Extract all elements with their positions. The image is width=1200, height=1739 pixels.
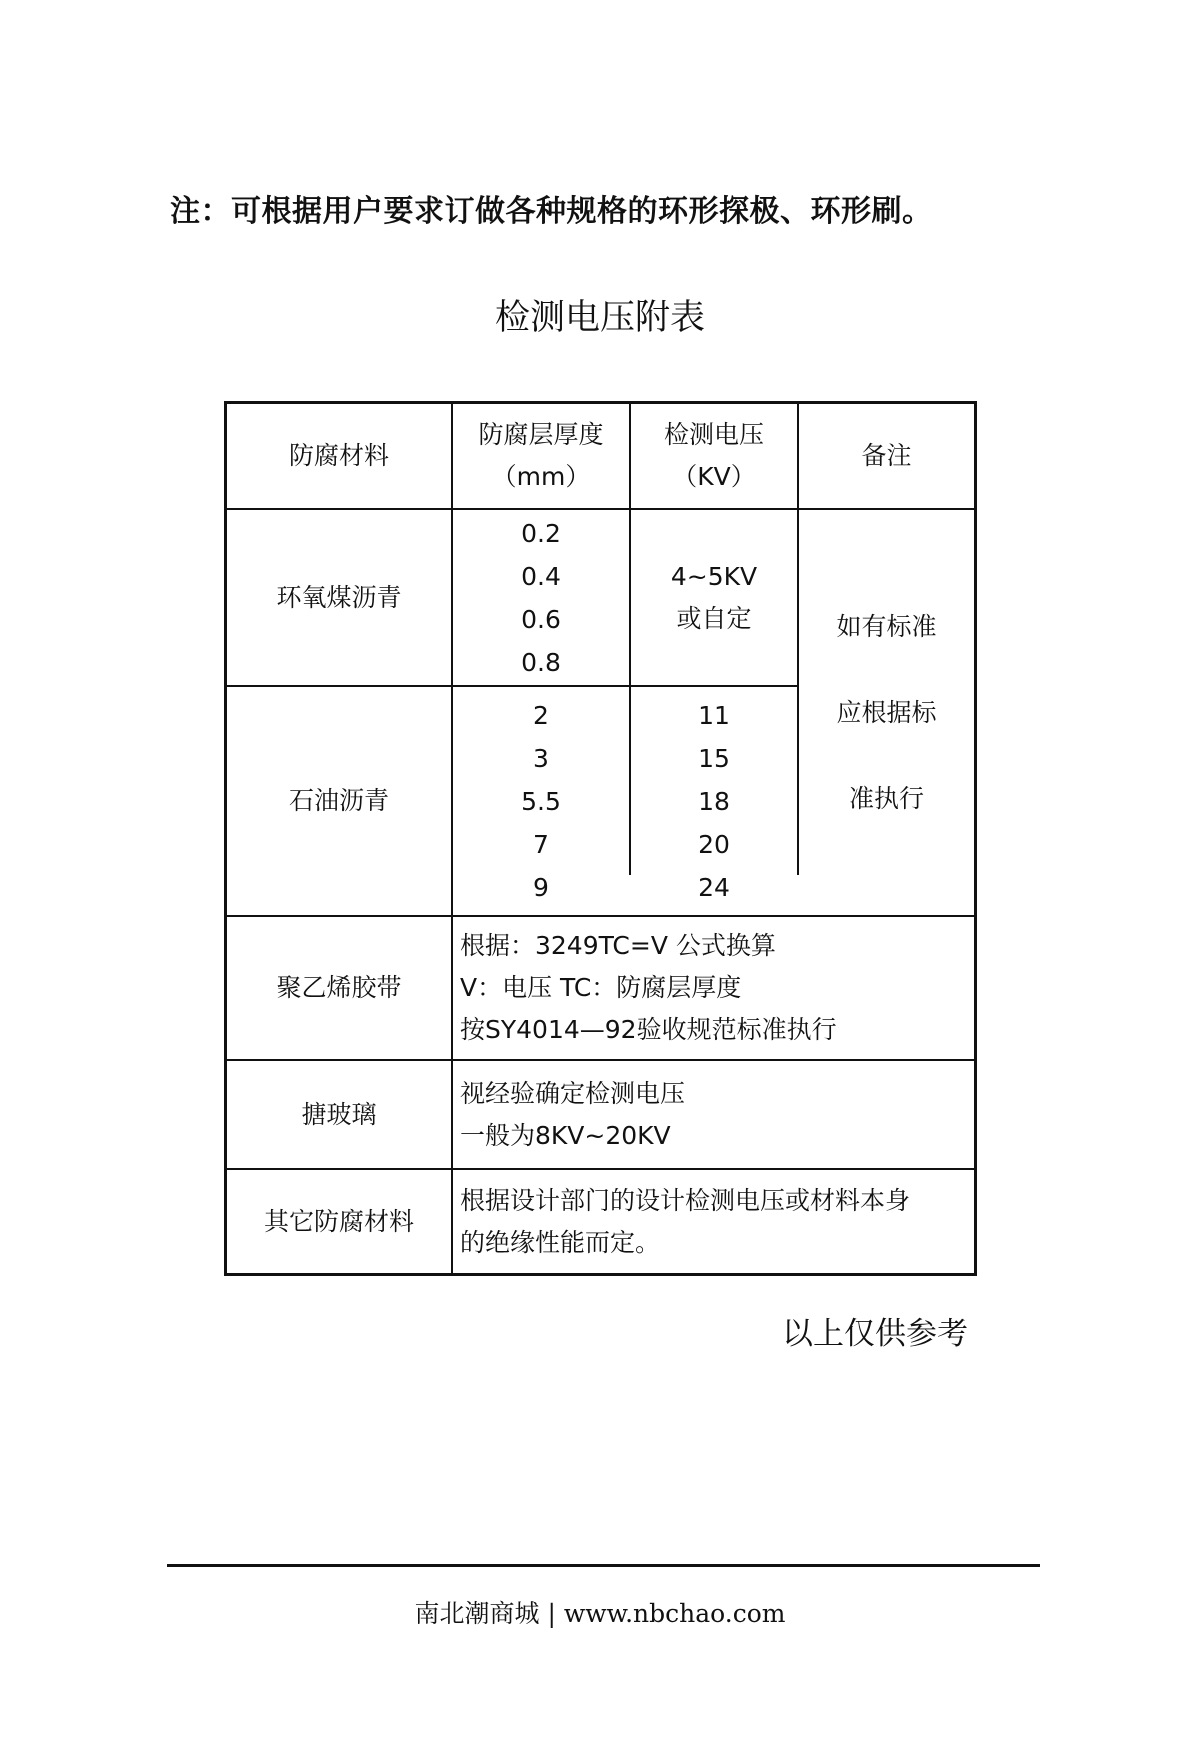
row-detail: 视经验确定检测电压 一般为8KV~20KV [460, 1078, 686, 1150]
row-voltage-values: 4~5KV 或自定 [670, 561, 758, 633]
header-material: 防腐材料 [288, 441, 389, 470]
row-thickness-values: 2 3 5.5 7 9 [521, 700, 561, 902]
footer-text: 南北潮商城 | www.nbchao.com [414, 1599, 786, 1628]
header-voltage: 检测电压 （KV） [663, 420, 764, 491]
footer-divider [167, 1564, 1040, 1567]
row-material: 聚乙烯胶带 [276, 973, 402, 1002]
row-voltage-values: 11 15 18 20 24 [698, 700, 730, 902]
row-material: 环氧煤沥青 [276, 582, 402, 612]
reference-note: 以上仅供参考 [782, 1316, 968, 1352]
row-material: 其它防腐材料 [263, 1206, 414, 1236]
row-material: 石油沥青 [288, 786, 389, 815]
header-remark: 备注 [861, 441, 912, 470]
header-thickness: 防腐层厚度 （mm） [478, 420, 604, 491]
table-title: 检测电压附表 [494, 298, 705, 338]
row-material: 搪玻璃 [301, 1099, 377, 1129]
note-text: 注：可根据用户要求订做各种规格的环形探极、环形刷。 [170, 194, 933, 229]
row-detail: 根据设计部门的设计检测电压或材料本身 的绝缘性能而定。 [460, 1185, 911, 1257]
voltage-table [224, 401, 977, 1276]
row-thickness-values: 0.2 0.4 0.6 0.8 [521, 518, 561, 677]
row-detail: 根据：3249TC=V 公式换算 V：电压 TC：防腐层厚度 按SY4014—92验收规范标准执行 [460, 931, 837, 1044]
remark-cell: 如有标准 应根据标 准执行 [836, 611, 937, 813]
